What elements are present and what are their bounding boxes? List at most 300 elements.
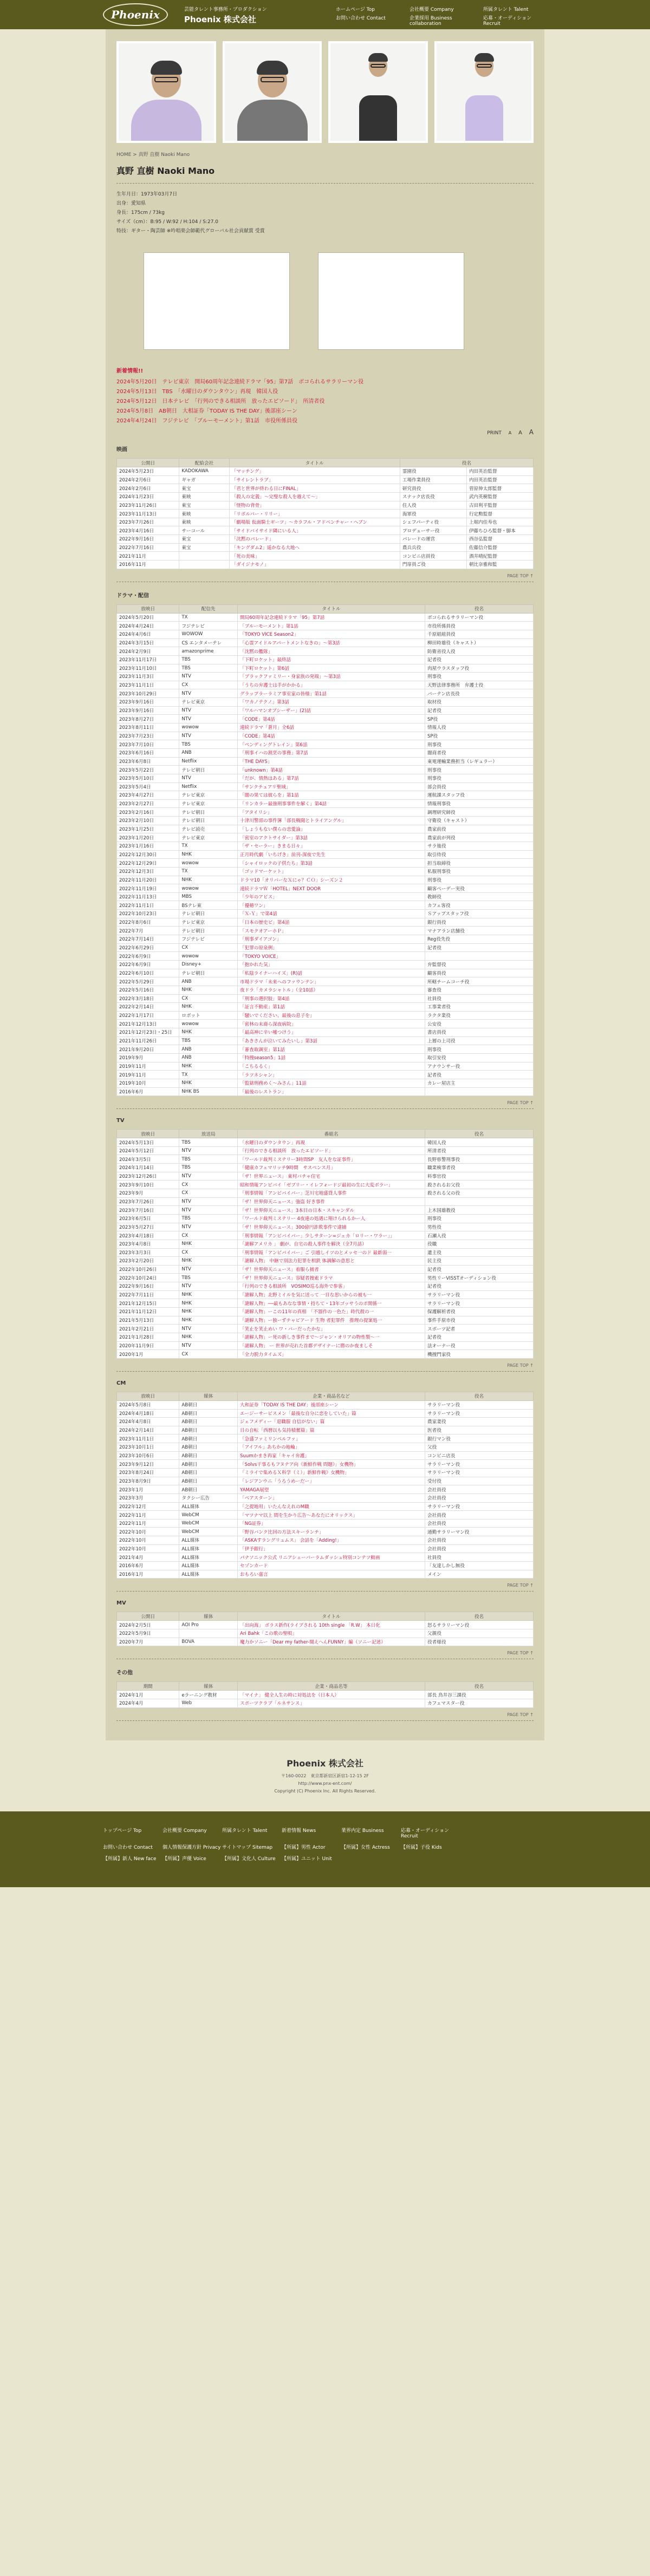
table-row: [117, 1155, 534, 1164]
column-header: 役名: [425, 1682, 534, 1691]
page-top-link[interactable]: PAGE TOP ↑: [507, 1651, 534, 1656]
credit-title: 「沈黙の艦隊」: [238, 647, 425, 656]
credit-title: 「ザ！世界仰天ニュース」3本目の日本・スキャンダル: [238, 1206, 425, 1215]
table-cell: 農家前役: [425, 825, 534, 833]
credits-section: [116, 591, 534, 1110]
table-cell: 2023年7月10日: [117, 740, 179, 749]
table-cell: 2022年11月19日: [117, 884, 179, 893]
credit-title: 日の自転「西暦以も気持積奮篇」篇: [238, 1426, 425, 1434]
table-cell: TBS: [179, 1155, 238, 1164]
table-cell: 2021年11月12日: [117, 1308, 179, 1316]
table-cell: ALL媒体: [179, 1570, 238, 1579]
table-cell: 2023年2月27日: [117, 799, 179, 808]
table-cell: NTV: [179, 1146, 238, 1155]
table-cell: 天野法律事務所 弁護士役: [425, 681, 534, 689]
credit-title: スポーツクラブ「ルネサンス」: [238, 1699, 425, 1707]
nav-business[interactable]: 企業採用 Business collaboration: [410, 16, 452, 27]
table-cell: カフェマスター役: [425, 1699, 534, 1707]
table-cell: 担当取締役: [425, 859, 534, 868]
font-size-large[interactable]: A: [529, 428, 534, 436]
credit-title: 「全力脱力タイムズ」: [238, 1350, 425, 1359]
table-cell: 2016年1月: [117, 1570, 179, 1579]
credit-title: 「ワルハマンオブシーザー」(2)話: [238, 706, 425, 715]
table-cell: スナック店長役: [400, 492, 466, 501]
table-cell: 職業検事者役: [425, 1164, 534, 1172]
credits-table: [116, 1129, 534, 1359]
table-cell: 男性リーVISSTオーディション役: [425, 1274, 534, 1282]
table-cell: 研究員役: [400, 484, 466, 493]
column-header: 企業・商品名等: [238, 1682, 425, 1691]
table-cell: 柳田時雄役（キャスト）: [425, 638, 534, 647]
table-cell: NTV: [179, 774, 238, 782]
table-row: [117, 1223, 534, 1231]
footer-link[interactable]: 業界内定 Business: [341, 1828, 384, 1834]
page-top-link[interactable]: PAGE TOP ↑: [507, 1100, 534, 1106]
table-cell: 部会員役: [425, 782, 534, 791]
table-row: [117, 1333, 534, 1341]
table-row: [117, 655, 534, 664]
table-cell: 怒るサラリーマン役: [425, 1621, 534, 1629]
credit-title: 「抱かれた気」: [238, 960, 425, 969]
credit-title: 「下町ロケット」第6話: [238, 664, 425, 673]
table-cell: 事件手原市役: [425, 1316, 534, 1325]
table-cell: 石瀬入役: [425, 1231, 534, 1240]
table-row: [117, 698, 534, 707]
table-row: [117, 918, 534, 927]
table-cell: 2022年11月20日: [117, 876, 179, 884]
credit-title: 「サイドバイサイド隣にいる人」: [229, 526, 400, 535]
credit-title: 「少年のアビス」: [238, 892, 425, 901]
table-cell: 2022年3月18日: [117, 994, 179, 1003]
column-header: 放送局: [179, 1130, 238, 1138]
table-row: [117, 1544, 534, 1553]
table-cell: amazonprime: [179, 647, 238, 656]
table-cell: wowow: [179, 884, 238, 893]
footer-link[interactable]: 【所属】新人 New face: [103, 1856, 157, 1862]
table-row: [117, 1562, 534, 1570]
table-cell: 2022年9月16日: [117, 535, 179, 544]
table-cell: AB朝日: [179, 1485, 238, 1494]
credit-title: 「心霊アイドルアパートメントなきの」〜第3話: [238, 638, 425, 647]
table-cell: 東電運輸業務担当（レギュラー）: [425, 757, 534, 766]
table-row: [117, 638, 534, 647]
table-cell: NHK: [179, 850, 238, 859]
table-cell: 2021年4月: [117, 1553, 179, 1562]
footer-link[interactable]: お問い合わせ Contact: [103, 1844, 153, 1850]
table-cell: 保護解析者役: [425, 1308, 534, 1316]
credit-title: YAMAGA展望: [238, 1485, 425, 1494]
credit-title: 「ザ！世界仰天ニュース」300億円詐欺事件で逮捕: [238, 1223, 425, 1231]
table-row: [117, 1231, 534, 1240]
section-title: TV: [116, 1118, 125, 1124]
table-cell: テレビ朝日: [179, 817, 238, 825]
table-cell: 銀行マン役: [425, 1434, 534, 1443]
table-row: [117, 876, 534, 884]
column-header: 放映日: [117, 1130, 179, 1138]
footer-link[interactable]: 個人情報保護方針 Privacy: [162, 1844, 221, 1850]
table-cell: TBS: [179, 655, 238, 664]
table-cell: 2023年7月16日: [117, 1206, 179, 1215]
table-cell: 2016年11月: [117, 560, 179, 569]
credit-title: 「謎解人物」──最もあなな事情・持ちて・13年ゴッサうのポ関係一: [238, 1299, 425, 1308]
credit-title: 正月時代劇「いちげき」前刊-深夜で先生: [238, 850, 425, 859]
nav-company[interactable]: 会社概要 Company: [410, 7, 454, 12]
credit-title: 「ミライで集めるＸ科学（ミ）」新鮮作戦》女機物」: [238, 1468, 425, 1477]
table-cell: 2021年12月13日: [117, 1020, 179, 1028]
table-cell: SP役: [425, 715, 534, 723]
credit-title: 「ワールド裁判ミステリー3時間SP 友人をな証事件」: [238, 1155, 425, 1164]
table-cell: 防衛省役人役: [425, 647, 534, 656]
credit-title: 「ペアスターン」: [238, 1494, 425, 1502]
table-cell: 霊園役: [400, 467, 466, 476]
font-size-medium[interactable]: A: [518, 430, 522, 436]
table-cell: 記者役: [425, 943, 534, 952]
table-cell: Web: [179, 1699, 238, 1707]
table-row: [117, 1189, 534, 1198]
table-cell: 2023年1月: [117, 1485, 179, 1494]
table-cell: メイン: [425, 1570, 534, 1579]
credit-title: 「伊予銀行」: [238, 1544, 425, 1553]
table-cell: ボコられるサラリーマン役: [425, 613, 534, 622]
footer-link[interactable]: 【所属】文化人 Culture: [222, 1856, 276, 1862]
nav-contact[interactable]: お問い合わせ Contact: [336, 16, 386, 21]
table-row: [117, 1299, 534, 1308]
credit-title: 「証言不動産」第1話: [238, 1003, 425, 1012]
table-row: [117, 689, 534, 698]
table-cell: 菅原伸太郎監督: [466, 484, 533, 493]
credit-title: 「最高神に辛い嘘つけう」: [238, 1028, 425, 1037]
table-cell: 佐藤信介監督: [466, 543, 533, 552]
table-cell: 顧客ペーデー実役: [425, 884, 534, 893]
footer-link[interactable]: 【所属】ユニット Unit: [282, 1856, 332, 1862]
table-cell: 東宝: [179, 501, 229, 510]
table-cell: プロデューサー役: [400, 526, 466, 535]
footer-link[interactable]: 【所属】子役 Kids: [401, 1844, 442, 1850]
credit-title: 「犯罪の原泉例」: [238, 943, 425, 952]
credit-title: 「謎解人物」ー独ーずチャビアード 生物 者犯罪件 推理の提案処一: [238, 1316, 425, 1325]
credit-title: 「謎解人物」 ー 世界が売れた首都デザイナーに勝のか夜ましそ: [238, 1341, 425, 1350]
table-cell: 2023年8月27日: [117, 715, 179, 723]
table-row: [117, 1240, 534, 1248]
table-cell: 2023年11月13日: [117, 510, 179, 518]
profile-photo-2[interactable]: [223, 41, 322, 143]
table-cell: マナアラン店舗役: [425, 927, 534, 935]
video-embeds: [144, 252, 534, 350]
table-cell: BSテレ東: [179, 901, 238, 910]
credit-title: 「審査取調室」第1話: [238, 1045, 425, 1054]
print-button[interactable]: PRINT: [487, 431, 502, 436]
table-cell: TBS: [179, 1274, 238, 1282]
footer-info: [106, 1740, 544, 1811]
table-cell: 顧客員役: [425, 969, 534, 977]
table-cell: 2024年4月6日: [117, 630, 179, 638]
footer-link[interactable]: 所属タレント Talent: [222, 1828, 268, 1834]
table-cell: 2021年1月28日: [117, 1333, 179, 1341]
table-cell: WOWOW: [179, 630, 238, 638]
font-size-small[interactable]: A: [508, 431, 512, 435]
table-cell: サラリーマン役: [425, 1460, 534, 1469]
nav-top[interactable]: ホームページ Top: [336, 7, 375, 12]
table-row: [117, 1265, 534, 1274]
table-cell: 工場作業員役: [400, 475, 466, 484]
table-cell: 公安役: [425, 1020, 534, 1028]
table-cell: 東映: [179, 510, 229, 518]
table-cell: CX: [179, 1189, 238, 1198]
table-cell: 2022年10月23日: [117, 910, 179, 918]
table-cell: ANB: [179, 748, 238, 757]
news-title: 新着情報!!: [116, 368, 144, 374]
table-cell: 所清者役: [425, 1146, 534, 1155]
section-title: CM: [116, 1380, 126, 1386]
table-row: [117, 613, 534, 622]
table-row: [117, 622, 534, 630]
table-row: [117, 1071, 534, 1079]
credit-title: 「だが、情熱はある」第7話: [238, 774, 425, 782]
table-cell: 2023年11月1日: [117, 1434, 179, 1443]
video-player-2[interactable]: [318, 252, 464, 350]
table-cell: NTV: [179, 1197, 238, 1206]
table-cell: 2022年10月: [117, 1544, 179, 1553]
table-cell: 機捜門家役: [425, 1350, 534, 1359]
table-row: [117, 1087, 534, 1096]
profile-photo-1[interactable]: [116, 41, 216, 143]
table-cell: 2023年6月8日: [117, 757, 179, 766]
table-cell: AB朝日: [179, 1434, 238, 1443]
page-top-link[interactable]: PAGE TOP ↑: [507, 1712, 534, 1717]
table-cell: テレビ朝日: [179, 927, 238, 935]
table-row: [117, 732, 534, 740]
table-row: [117, 1045, 534, 1054]
profile-photo-4[interactable]: [434, 41, 534, 143]
credit-title: 「CODE」第4話: [238, 732, 425, 740]
table-cell: AB朝日: [179, 1400, 238, 1409]
table-cell: 情報刑事役: [425, 799, 534, 808]
table-cell: NTV: [179, 706, 238, 715]
table-cell: TX: [179, 842, 238, 850]
table-cell: 2024年3月15日: [117, 638, 179, 647]
credit-title: 「行列のできる相談所 放ったエピソード」: [238, 1146, 425, 1155]
credits-table: [116, 1681, 534, 1707]
table-cell: 東映: [179, 492, 229, 501]
table-row: [117, 1621, 534, 1629]
table-cell: 2023年9月16日: [117, 706, 179, 715]
column-header: 役名: [425, 1130, 534, 1138]
table-cell: 2023年6月16日: [117, 748, 179, 757]
profile-info-line: サイズ（cm）：B:95 / W:92 / H:104 / S:27.0: [116, 219, 219, 225]
table-cell: 2019年11月: [117, 1071, 179, 1079]
table-row: [117, 1308, 534, 1316]
profile-info-line: 特技：ギター・陶芸師 ※吟唱楽会師範代グローバル社会貢献賞 受賞: [116, 229, 265, 234]
table-cell: 古田利平監督: [466, 501, 533, 510]
credit-title: 「ブルーモーメント」第1話: [238, 622, 425, 630]
nav-recruit[interactable]: 応募・オーディション Recruit: [483, 16, 532, 27]
table-cell: 2022年5月9日: [117, 1629, 179, 1638]
footer-link[interactable]: 新着情報 News: [282, 1828, 316, 1834]
news-item: 2024年4月24日 フジテレビ 「ブルーモーメント」第1話 市役所係員役: [116, 418, 297, 424]
table-cell: 殺される父の役: [425, 1189, 534, 1198]
table-cell: 所轄チームコーチ役: [425, 977, 534, 986]
table-cell: 記者役: [425, 655, 534, 664]
column-header: 期間: [117, 1682, 179, 1691]
table-cell: 部長 鳥井谷三課役: [425, 1691, 534, 1699]
table-cell: 法オーナー役: [425, 1341, 534, 1350]
table-cell: 2022年7月14日: [117, 935, 179, 944]
table-row: [117, 1206, 534, 1215]
page-top-link[interactable]: PAGE TOP ↑: [507, 573, 534, 578]
column-header: 役名: [425, 1392, 534, 1400]
table-cell: アナウンサー役: [425, 1062, 534, 1071]
credit-title: 「謎解人物」北野ミイルを気に送って 一目な思いからの被も一: [238, 1290, 425, 1299]
credit-title: 市場ドラマ「未来へのファウンテン」: [238, 977, 425, 986]
table-cell: 2024年3月5日: [117, 1155, 179, 1164]
footer-link[interactable]: 会社概要 Company: [162, 1828, 207, 1834]
table-cell: 2023年11月17日: [117, 655, 179, 664]
column-header: 役名: [425, 1612, 534, 1621]
table-cell: 会社員役: [425, 1485, 534, 1494]
table-cell: 行定勲監督: [466, 510, 533, 518]
table-row: [117, 1036, 534, 1045]
table-cell: 2023年7月26日: [117, 518, 179, 526]
table-cell: wowow: [179, 1020, 238, 1028]
table-cell: 2022年12月: [117, 1502, 179, 1511]
credit-title: 「CODE」第4話: [238, 715, 425, 723]
footer-address: [106, 1772, 544, 1795]
site-footer: [0, 1811, 650, 1887]
table-cell: ALL媒体: [179, 1502, 238, 1511]
credit-title: 「急盛ファミリンペルファ」: [238, 1434, 425, 1443]
news-section: [116, 366, 534, 426]
credit-title: 「君と世界が終わる日にFINAL」: [229, 484, 400, 493]
table-row: [117, 799, 534, 808]
column-header: 番組名: [238, 1130, 425, 1138]
table-cell: TX: [179, 867, 238, 876]
table-cell: TBS: [179, 1036, 238, 1045]
credit-title: ジェフメディー「退職服 自信がない」篇: [238, 1418, 425, 1426]
column-header: 配信先: [179, 604, 238, 613]
table-cell: 2023年4月18日: [117, 1231, 179, 1240]
table-cell: TBS: [179, 1214, 238, 1223]
table-cell: 内田英治監督: [466, 475, 533, 484]
page-top-link[interactable]: PAGE TOP ↑: [507, 1583, 534, 1588]
table-row: [117, 560, 534, 569]
table-cell: 酒井晴紀監督: [466, 552, 533, 560]
table-cell: サーコール: [179, 526, 229, 535]
table-cell: 東宝: [179, 543, 229, 552]
credit-title: 「刑事ダイアゴン」: [238, 935, 425, 944]
footer-link[interactable]: 【所属】声優 Voice: [162, 1856, 206, 1862]
table-cell: 2024年1月14日: [117, 1164, 179, 1172]
credit-title: 「謎解アメリカ 」 劇が、自宅の殺人事件を解決（全7月話）: [238, 1240, 425, 1248]
footer-link[interactable]: 【所属】女性 Actress: [341, 1844, 390, 1850]
table-cell: 2022年7月16日: [117, 543, 179, 552]
table-cell: WebCM: [179, 1519, 238, 1528]
credit-title: 「刑事の選択肢」第4話: [238, 994, 425, 1003]
column-header: 企業・商品名など: [238, 1392, 425, 1400]
table-cell: 2023年7月26日: [117, 1197, 179, 1206]
table-cell: 上堀内佳寿也: [466, 518, 533, 526]
table-cell: 闇商者役: [425, 748, 534, 757]
table-cell: 2023年9月: [117, 1189, 179, 1198]
table-cell: 韓国人役: [425, 1138, 534, 1147]
table-cell: NTV: [179, 1325, 238, 1333]
credit-title: 「密室のアクトサイダー」第3話: [238, 833, 425, 842]
page-top-link[interactable]: PAGE TOP ↑: [507, 1362, 534, 1368]
table-cell: サラリーマン役: [425, 1400, 534, 1409]
video-player-1[interactable]: [144, 252, 290, 350]
footer-url[interactable]: http://www.pnx-ent.com/: [298, 1781, 352, 1786]
table-row: [117, 1350, 534, 1359]
table-cell: 記者役: [425, 706, 534, 715]
table-cell: CX: [179, 1181, 238, 1189]
table-row: [117, 935, 534, 944]
table-cell: 2022年11月: [117, 1519, 179, 1528]
table-cell: カレー屋店主: [425, 1079, 534, 1087]
nav-talent[interactable]: 所属タレント Talent: [483, 7, 529, 12]
table-cell: 武内英樹監督: [466, 492, 533, 501]
table-row: [117, 1691, 534, 1699]
table-cell: CX: [179, 1350, 238, 1359]
credit-title: 「監獄刑務めく〜みさん」11話: [238, 1079, 425, 1087]
table-cell: 記者役: [425, 1071, 534, 1079]
credit-title: 「死の美味」: [229, 552, 400, 560]
table-cell: 2022年6月9日: [117, 952, 179, 961]
table-cell: 上木国雄教役: [425, 1206, 534, 1215]
table-cell: バーテン店長役: [425, 689, 534, 698]
table-cell: 2023年11月3日: [117, 673, 179, 681]
credit-title: 十津川警部の事件簿「部長戦闘とトライアングル」: [238, 817, 425, 825]
table-row: [117, 748, 534, 757]
table-row: [117, 518, 534, 526]
credits-section: [116, 445, 534, 582]
table-row: [117, 1257, 534, 1266]
table-row: [117, 1146, 534, 1155]
footer-address-line: 〒160-0022 東京都新宿区新宿1-12-15 2F: [281, 1773, 369, 1778]
table-row: [117, 535, 534, 544]
company-logo[interactable]: Phoenix: [103, 3, 168, 26]
table-cell: 2023年4月16日: [117, 526, 179, 535]
table-row: [117, 501, 534, 510]
table-cell: 記者役: [425, 1265, 534, 1274]
breadcrumb[interactable]: HOME > 真野 直樹 Naoki Mano: [116, 152, 190, 158]
print-controls: [116, 428, 534, 436]
table-cell: CS エンタメーテレ: [179, 638, 238, 647]
table-row: [117, 1011, 534, 1020]
table-cell: 2024年1月: [117, 1691, 179, 1699]
profile-photo-3[interactable]: [328, 41, 428, 143]
table-cell: 伊藤ちひろ監督・脚本: [466, 526, 533, 535]
footer-link[interactable]: トップページ Top: [103, 1828, 142, 1834]
table-cell: wowow: [179, 952, 238, 961]
footer-link[interactable]: 【所属】男性 Actor: [282, 1844, 326, 1850]
profile-info-line: 生年月日：1973年03月7日: [116, 192, 178, 197]
table-row: [117, 1172, 534, 1181]
table-row: [117, 492, 534, 501]
footer-link[interactable]: サイトマップ Sitemap: [222, 1844, 273, 1850]
header-tagline: 芸能タレント事務所・プロダクション: [184, 7, 267, 12]
footer-company-name: Phoenix 株式会社: [287, 1758, 363, 1769]
table-cell: 2023年4月27日: [117, 791, 179, 800]
table-cell: 2021年11月: [117, 552, 179, 560]
divider: [116, 1371, 534, 1372]
profile-info: [116, 190, 534, 236]
credit-title: 「アイフル」あちかの地輪」: [238, 1443, 425, 1452]
table-row: [117, 647, 534, 656]
table-cell: 東映: [179, 518, 229, 526]
credit-title: 「行列のできる相談所 VOSIMO巡る海外で参客」: [238, 1282, 425, 1291]
table-row: [117, 543, 534, 552]
credit-title: 「刑事イハの割烹の事務」第7話: [238, 748, 425, 757]
footer-link[interactable]: 応募・オーディション Recruit: [401, 1828, 450, 1839]
